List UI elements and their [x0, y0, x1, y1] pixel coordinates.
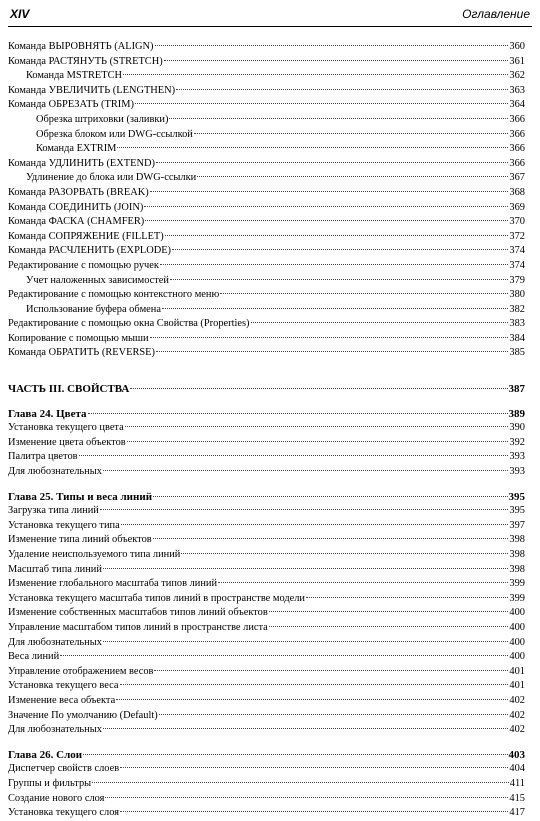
toc-entry-title: Удлинение до блока или DWG-ссылки: [26, 172, 197, 184]
toc-entry-title: Палитра цветов: [8, 451, 78, 463]
toc-entry-title: Обрезка штриховки (заливки): [36, 113, 169, 125]
toc-entry-title: Для любознательных: [8, 466, 102, 478]
toc-entry[interactable]: [8, 98, 525, 113]
toc-entry[interactable]: [8, 346, 525, 361]
dot-leader: [181, 552, 508, 554]
toc-entry[interactable]: [8, 792, 525, 807]
toc-entry-title: Изменение веса объекта: [8, 694, 116, 706]
toc-entry-title: Команда EXTRIM: [36, 143, 117, 155]
dot-leader: [153, 495, 507, 497]
toc-entry-page: 366: [509, 113, 525, 125]
toc-entry-page: 417: [509, 807, 525, 819]
toc-entry[interactable]: [8, 450, 525, 465]
toc-entry[interactable]: [8, 519, 525, 534]
dot-leader: [155, 44, 509, 46]
toc-entry-title: Создание нового слоя: [8, 792, 105, 804]
toc-entry-title: Управление отображением весов: [8, 665, 154, 677]
toc-entry-page: 400: [509, 636, 525, 648]
toc-entry-page: 400: [509, 607, 525, 619]
toc-entry-page: 395: [509, 505, 525, 517]
toc-entry-title: Установка текущего цвета: [8, 422, 124, 434]
toc-entry[interactable]: [8, 563, 525, 578]
dot-leader: [135, 102, 508, 104]
dot-leader: [165, 234, 509, 236]
dot-leader: [120, 683, 509, 685]
toc-entry-page: 385: [509, 347, 525, 359]
toc-entry-page: 399: [509, 578, 525, 590]
dot-leader: [159, 713, 509, 715]
dot-leader: [176, 88, 508, 90]
toc-entry[interactable]: [8, 504, 525, 519]
toc-entry[interactable]: [8, 201, 525, 216]
dot-leader: [120, 766, 508, 768]
toc-entry[interactable]: [8, 317, 525, 332]
toc-entry-page: 398: [509, 563, 525, 575]
toc-entry[interactable]: [8, 69, 525, 84]
toc-entry-page: 393: [509, 466, 525, 478]
toc-entry-title: Команда MSTRETCH: [26, 70, 123, 82]
toc-entry-title: Редактирование с помощью ручек: [8, 259, 159, 271]
toc-entry-page: 379: [509, 274, 525, 286]
toc-entry-page: 362: [509, 70, 525, 82]
dot-leader: [79, 454, 509, 456]
toc-entry-page: 399: [509, 592, 525, 604]
toc-entry[interactable]: [8, 533, 525, 548]
toc-entry[interactable]: [8, 113, 525, 128]
toc-entry-title: Загрузка типа линий: [8, 505, 99, 517]
table-of-contents: [8, 40, 525, 821]
toc-entry-page: 367: [509, 172, 525, 184]
dot-leader: [127, 440, 509, 442]
toc-entry-page: 384: [509, 332, 525, 344]
toc-entry-page: 397: [509, 519, 525, 531]
dot-leader: [153, 537, 509, 539]
dot-leader: [145, 219, 508, 221]
dot-leader: [162, 307, 508, 309]
dot-leader: [172, 248, 508, 250]
toc-entry[interactable]: [8, 436, 525, 451]
toc-entry-page: 363: [509, 84, 525, 96]
toc-entry-title: Установка текущего типа: [8, 519, 120, 531]
toc-entry[interactable]: [8, 665, 525, 680]
dot-leader: [103, 727, 509, 729]
dot-leader: [194, 132, 509, 134]
dot-leader: [83, 753, 507, 755]
section-spacer: [8, 738, 525, 748]
dot-leader: [150, 190, 509, 192]
toc-entry-title: Группы и фильтры: [8, 777, 92, 789]
toc-entry-page: 390: [509, 422, 525, 434]
toc-entry-title: Глава 24. Цвета: [8, 407, 87, 420]
toc-entry-page: 393: [509, 451, 525, 463]
toc-entry-title: Изменение глобального масштаба типов линий: [8, 578, 218, 590]
toc-entry-page: 387: [508, 383, 525, 396]
toc-entry[interactable]: [8, 606, 525, 621]
toc-chapter[interactable]: [8, 490, 525, 505]
toc-entry-page: 411: [509, 777, 525, 789]
toc-entry[interactable]: [8, 694, 525, 709]
dot-leader: [125, 425, 509, 427]
dot-leader: [164, 59, 509, 61]
toc-entry-title: Значение По умолчанию (Default): [8, 709, 158, 721]
toc-entry-page: 402: [509, 694, 525, 706]
toc-entry-page: 382: [509, 303, 525, 315]
toc-entry-title: Установка текущего слоя: [8, 807, 119, 819]
dot-leader: [169, 117, 508, 119]
toc-entry-title: Использование буфера обмена: [26, 303, 161, 315]
toc-entry[interactable]: [8, 186, 525, 201]
toc-entry[interactable]: [8, 157, 525, 172]
toc-entry-title: Для любознательных: [8, 724, 102, 736]
section-title: Оглавление: [462, 7, 530, 21]
section-spacer: [8, 361, 525, 382]
toc-entry-page: 368: [509, 186, 525, 198]
dot-leader: [144, 205, 508, 207]
dot-leader: [269, 610, 509, 612]
dot-leader: [120, 810, 508, 812]
dot-leader: [154, 669, 508, 671]
dot-leader: [218, 581, 508, 583]
toc-entry-page: 400: [509, 621, 525, 633]
toc-entry[interactable]: [8, 230, 525, 245]
toc-entry-title: Глава 26. Слои: [8, 748, 83, 761]
page-header: [8, 4, 532, 27]
toc-entry[interactable]: [8, 274, 525, 289]
toc-entry[interactable]: [8, 679, 525, 694]
toc-entry-page: 389: [508, 407, 525, 420]
toc-entry-title: Изменение собственных масштабов типов линий объектов: [8, 607, 268, 619]
toc-entry-page: 380: [509, 289, 525, 301]
toc-entry-title: Команда УДЛИНИТЬ (EXTEND): [8, 157, 155, 169]
dot-leader: [251, 321, 509, 323]
toc-entry[interactable]: [8, 288, 525, 303]
toc-entry[interactable]: [8, 762, 525, 777]
dot-leader: [88, 412, 508, 414]
toc-entry-page: 398: [509, 549, 525, 560]
toc-entry[interactable]: [8, 577, 525, 592]
toc-entry-title: Диспетчер свойств слоев: [8, 763, 120, 775]
toc-entry[interactable]: [8, 40, 525, 55]
dot-leader: [156, 161, 508, 163]
toc-entry-title: Команда ОБРЕЗАТЬ (TRIM): [8, 99, 134, 111]
toc-entry-title: Команда РАСЧЛЕНИТЬ (EXPLODE): [8, 245, 172, 257]
dot-leader: [103, 640, 509, 642]
toc-entry-title: Изменение цвета объектов: [8, 436, 126, 448]
toc-entry-page: 400: [509, 651, 525, 663]
toc-entry[interactable]: [8, 421, 525, 436]
toc-entry[interactable]: [8, 55, 525, 70]
toc-entry-page: 372: [509, 230, 525, 242]
toc-chapter[interactable]: [8, 407, 525, 422]
dot-leader: [220, 292, 508, 294]
toc-entry-page: 366: [509, 143, 525, 155]
toc-entry[interactable]: [8, 777, 525, 792]
dot-leader: [103, 567, 508, 569]
dot-leader: [269, 625, 509, 627]
toc-entry-title: Масштаб типа линий: [8, 563, 102, 575]
toc-entry[interactable]: [8, 84, 525, 99]
toc-entry-title: Удаление неиспользуемого типа линий: [8, 549, 181, 560]
toc-entry-title: Команда ВЫРОВНЯТЬ (ALIGN): [8, 41, 154, 52]
toc-entry-title: Редактирование с помощью окна Свойства (Properties): [8, 318, 250, 330]
toc-entry-page: 383: [509, 318, 525, 330]
toc-entry-page: 374: [509, 259, 525, 271]
toc-entry-title: Редактирование с помощью контекстного меню: [8, 289, 220, 301]
toc-entry[interactable]: [8, 709, 525, 724]
toc-entry-page: 366: [509, 157, 525, 169]
dot-leader: [123, 73, 508, 75]
dot-leader: [306, 596, 508, 598]
toc-entry-page: 366: [509, 128, 525, 140]
toc-entry-title: Команда РАЗОРВАТЬ (BREAK): [8, 186, 149, 198]
toc-entry-title: Команда СОЕДИНИТЬ (JOIN): [8, 201, 144, 213]
toc-entry[interactable]: [8, 259, 525, 274]
toc-entry-page: 369: [509, 201, 525, 213]
toc-entry-page: 370: [509, 216, 525, 228]
toc-entry-title: ЧАСТЬ III. СВОЙСТВА: [8, 383, 130, 396]
toc-entry[interactable]: [8, 332, 525, 347]
toc-entry-page: 415: [509, 792, 525, 804]
toc-entry-page: 401: [509, 665, 525, 677]
toc-entry-page: 398: [509, 534, 525, 546]
toc-entry[interactable]: [8, 215, 525, 230]
toc-chapter[interactable]: [8, 748, 525, 763]
toc-entry-page: 402: [509, 709, 525, 721]
toc-entry-page: 360: [509, 41, 525, 52]
dot-leader: [121, 523, 509, 525]
dot-leader: [116, 698, 508, 700]
dot-leader: [105, 796, 508, 798]
toc-entry-title: Веса линий: [8, 651, 60, 663]
toc-entry-title: Команда РАСТЯНУТЬ (STRETCH): [8, 55, 163, 67]
toc-entry-title: Команда УВЕЛИЧИТЬ (LENGTHEN): [8, 84, 176, 96]
toc-entry-title: Копирование с помощью мыши: [8, 332, 149, 344]
toc-entry[interactable]: [8, 465, 525, 480]
dot-leader: [156, 350, 508, 352]
toc-entry[interactable]: [8, 592, 525, 607]
toc-entry-page: 395: [508, 490, 525, 503]
toc-entry[interactable]: [8, 650, 525, 665]
toc-entry-title: Установка текущего веса: [8, 680, 119, 692]
dot-leader: [160, 263, 508, 265]
toc-entry-page: 401: [509, 680, 525, 692]
toc-entry[interactable]: [8, 303, 525, 318]
toc-entry-page: 392: [509, 436, 525, 448]
toc-entry-title: Управление масштабом типов линий в пространстве листа: [8, 621, 268, 633]
toc-entry[interactable]: [8, 636, 525, 651]
toc-entry-title: Изменение типа линий объектов: [8, 534, 152, 546]
toc-entry-title: Команда ФАСКА (CHAMFER): [8, 216, 145, 228]
dot-leader: [103, 469, 509, 471]
dot-leader: [197, 175, 508, 177]
toc-entry[interactable]: [8, 128, 525, 143]
page-number: XIV: [10, 7, 30, 21]
toc-entry[interactable]: [8, 142, 525, 157]
section-spacer: [8, 480, 525, 490]
toc-entry-title: Команда ОБРАТИТЬ (REVERSE): [8, 347, 155, 359]
toc-entry[interactable]: [8, 723, 525, 738]
toc-entry[interactable]: [8, 548, 525, 563]
dot-leader: [150, 336, 509, 338]
toc-part[interactable]: [8, 382, 525, 397]
toc-entry-title: Команда СОПРЯЖЕНИЕ (FILLET): [8, 230, 164, 242]
toc-entry-page: 402: [509, 724, 525, 736]
toc-entry[interactable]: [8, 171, 525, 186]
toc-entry[interactable]: [8, 621, 525, 636]
toc-entry-page: 403: [508, 748, 525, 761]
toc-entry-page: 374: [509, 245, 525, 257]
dot-leader: [92, 781, 509, 783]
toc-entry-title: Глава 25. Типы и веса линий: [8, 490, 153, 503]
dot-leader: [117, 146, 508, 148]
toc-entry-title: Учет наложенных зависимостей: [26, 274, 169, 286]
toc-entry-title: Обрезка блоком или DWG-ссылкой: [36, 128, 193, 140]
toc-entry-title: Установка текущего масштаба типов линий в пространстве модели: [8, 592, 305, 604]
section-spacer: [8, 397, 525, 407]
dot-leader: [130, 387, 507, 389]
dot-leader: [100, 508, 509, 510]
dot-leader: [60, 654, 508, 656]
toc-entry-page: 364: [509, 99, 525, 111]
toc-entry-page: 404: [509, 763, 525, 775]
toc-entry[interactable]: [8, 806, 525, 821]
toc-entry-title: Для любознательных: [8, 636, 102, 648]
toc-entry[interactable]: [8, 244, 525, 259]
dot-leader: [170, 278, 508, 280]
toc-entry-page: 361: [509, 55, 525, 67]
